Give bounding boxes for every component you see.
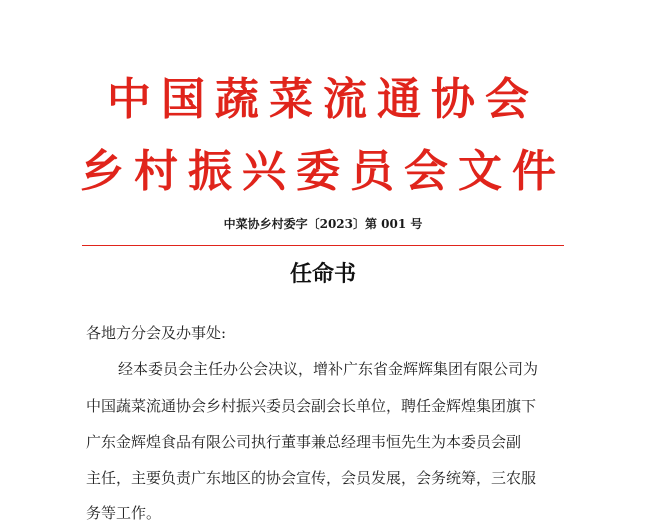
body-line: 中国蔬菜流通协会乡村振兴委员会副会长单位，聘任金辉煌集团旗下 bbox=[86, 397, 537, 415]
document-title: 任命书 bbox=[289, 262, 356, 287]
salutation: 各地方分会及办事处: bbox=[86, 324, 227, 342]
body-line: 主任，主要负责广东地区的协会宣传，会员发展，会务统筹，三农服 bbox=[86, 469, 537, 487]
header-committee-name: 乡村振兴委员会文件 bbox=[80, 146, 566, 197]
header-divider bbox=[82, 245, 564, 246]
body-line: 经本委员会主任办公会决议，增补广东省金辉辉集团有限公司为 bbox=[118, 360, 539, 378]
body-line: 务等工作。 bbox=[86, 504, 162, 522]
header-org-name: 中国蔬菜流通协会 bbox=[107, 74, 539, 125]
body-line: 广东金辉煌食品有限公司执行董事兼总经理韦恒先生为本委员会副 bbox=[86, 433, 522, 451]
document-number: 中菜协乡村委字〔2023〕第 001 号 bbox=[223, 217, 423, 231]
